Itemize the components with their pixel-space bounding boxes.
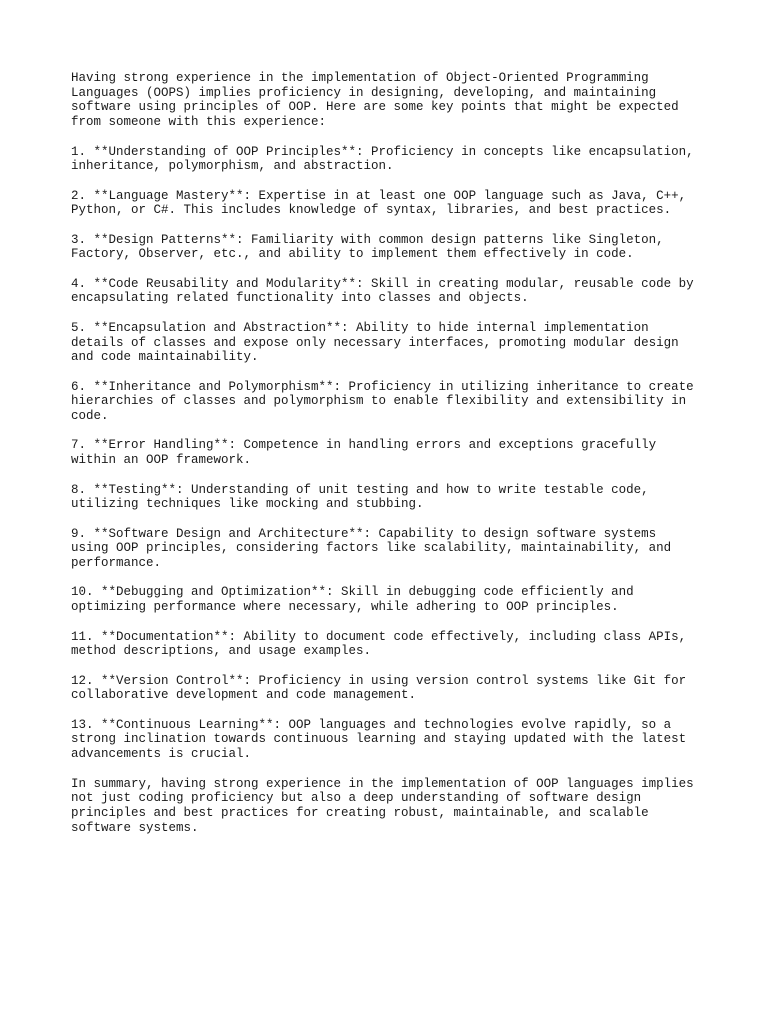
list-item: 5. **Encapsulation and Abstraction**: Ability to hide internal implementation details of classes and expose only necessary interfaces, promoting modular design and code maintainability. bbox=[71, 320, 679, 365]
list-item: 4. **Code Reusability and Modularity**: Skill in creating modular, reusable code by encapsulating related functionality into classes and objects. bbox=[71, 276, 694, 306]
list-item: 13. **Continuous Learning**: OOP languages and technologies evolve rapidly, so a strong inclination towards continuous learning and staying updated with the latest advancements is crucial. bbox=[71, 717, 687, 762]
document-body bbox=[71, 71, 711, 850]
list-item: 9. **Software Design and Architecture**: Capability to design software systems using OOP principles, considering factors like scalability, maintainability, and performance. bbox=[71, 526, 672, 571]
list-item: 7. **Error Handling**: Competence in handling errors and exceptions gracefully within an OOP framework. bbox=[71, 438, 657, 468]
list-item: 8. **Testing**: Understanding of unit testing and how to write testable code, utilizing techniques like mocking and stubbing. bbox=[71, 482, 649, 512]
list-item: 10. **Debugging and Optimization**: Skill in debugging code efficiently and optimizing performance where necessary, while adhering to OOP principles. bbox=[71, 585, 634, 615]
list-item: 2. **Language Mastery**: Expertise in at least one OOP language such as Java, C++, Python, or C#. This includes knowledge of syntax, libraries, and best practices. bbox=[71, 188, 687, 218]
summary-paragraph: In summary, having strong experience in the implementation of OOP languages implies not just coding proficiency but also a deep understanding of software design principles and best practices for creating robust, maintainable, and scalable software systems. bbox=[71, 776, 694, 835]
list-item: 11. **Documentation**: Ability to document code effectively, including class APIs, method descriptions, and usage examples. bbox=[71, 629, 687, 659]
list-item: 3. **Design Patterns**: Familiarity with common design patterns like Singleton, Factory, Observer, etc., and ability to implement them effectively in code. bbox=[71, 232, 664, 262]
list-item: 12. **Version Control**: Proficiency in using version control systems like Git for collaborative development and code management. bbox=[71, 673, 687, 703]
list-item: 1. **Understanding of OOP Principles**: Proficiency in concepts like encapsulation, inheritance, polymorphism, and abstraction. bbox=[71, 144, 694, 174]
list-item: 6. **Inheritance and Polymorphism**: Proficiency in utilizing inheritance to create hierarchies of classes and polymorphism to enable flexibility and extensibility in code. bbox=[71, 379, 694, 424]
intro-paragraph: Having strong experience in the implementation of Object-Oriented Programming Languages (OOPS) implies proficiency in designing, developing, and maintaining software using principles of OOP. Here are some key points that might be expected from someone with this experience: bbox=[71, 71, 679, 130]
